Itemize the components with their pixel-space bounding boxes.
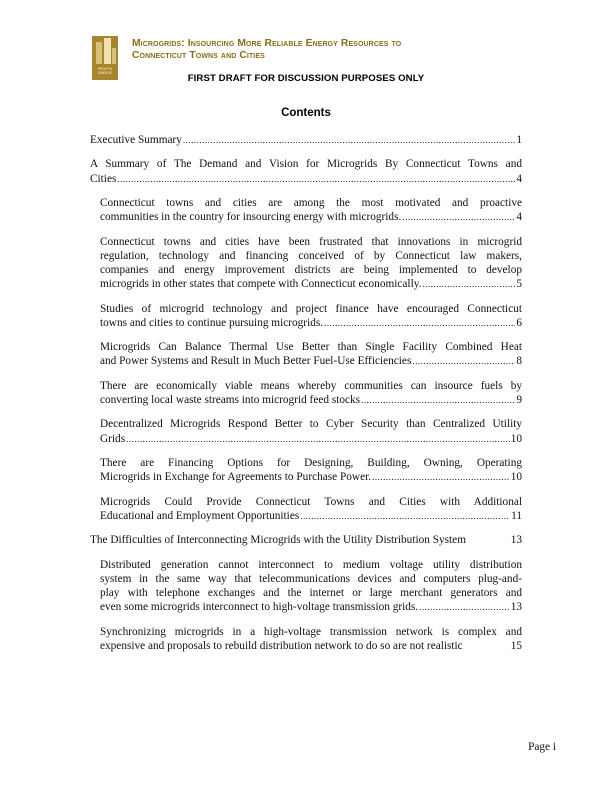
dot-leader	[126, 432, 510, 446]
toc-entry-title: The Difficulties of Interconnecting Microgrids with the Utility Distribution System	[90, 534, 466, 547]
toc-page-number: 15	[510, 639, 522, 652]
dot-leader	[402, 210, 515, 224]
toc-entry-title: towns and cities to continue pursuing microgrids.	[100, 316, 324, 329]
toc-entry-text-line: system in the same way that telecommunications devices and computers plug-and-	[100, 572, 522, 585]
toc-entry[interactable]	[90, 133, 522, 147]
toc-entry-title: even some microgrids interconnect to high-voltage transmission grids.	[100, 601, 419, 614]
toc-entry[interactable]	[100, 196, 522, 224]
toc-entry-text-line: play with telephone exchanges and the internet or large merchant generators and	[100, 586, 522, 599]
toc-entry[interactable]	[100, 456, 522, 484]
toc-entry-last-line	[90, 172, 522, 186]
toc-entry-text-line: Connecticut towns and cities have been frustrated that innovations in microgrid	[100, 235, 522, 248]
toc-entry-last-line	[100, 639, 522, 653]
toc-page-number: 13	[510, 534, 522, 547]
dot-leader	[361, 393, 515, 407]
toc-page-number: 6	[516, 316, 522, 329]
toc-entry[interactable]	[100, 379, 522, 407]
toc-entry-text-line: Synchronizing microgrids in a high-voltage transmission network is complex and	[100, 625, 522, 638]
toc-entry[interactable]	[100, 417, 522, 445]
toc-entry[interactable]	[100, 302, 522, 330]
toc-entry-text-line: regulation, technology and financing conceived of by Connecticut law makers,	[100, 249, 522, 262]
toc-entry-last-line	[100, 277, 522, 291]
header-title-line-2: Connecticut Towns and Cities	[132, 49, 265, 61]
contents-heading: Contents	[281, 107, 331, 119]
toc-entry-text-line: There are Financing Options for Designing, Building, Owning, Operating	[100, 456, 522, 469]
toc-entry-last-line	[100, 316, 522, 330]
document-header-title	[132, 38, 532, 61]
toc-entry-title: Cities	[90, 172, 117, 185]
table-of-contents	[90, 133, 522, 663]
toc-entry[interactable]	[100, 558, 522, 615]
toc-entry-text-line: There are economically viable means whereby communities can insource fuels by	[100, 379, 522, 392]
toc-entry-last-line	[90, 133, 522, 147]
toc-entry-last-line	[100, 600, 522, 614]
toc-entry-text-line: Microgrids Could Provide Connecticut Towns and Cities with Additional	[100, 495, 522, 508]
dot-leader	[183, 133, 515, 147]
toc-page-number: 5	[516, 278, 522, 291]
toc-entry[interactable]	[100, 495, 522, 523]
toc-page-number: 4	[516, 211, 522, 224]
toc-entry-last-line	[100, 354, 522, 368]
page-number: Page i	[528, 741, 556, 753]
toc-entry-text-line: Microgrids Can Balance Thermal Use Better than Single Facility Combined Heat	[100, 341, 522, 354]
toc-entry-title: Educational and Employment Opportunities	[100, 509, 300, 522]
toc-entry-title: microgrids in other states that compete with Connecticut economically.	[100, 278, 422, 291]
dot-leader	[419, 600, 510, 614]
toc-entry-title: and Power Systems and Result in Much Better Fuel-Use Efficiencies	[100, 355, 412, 368]
dot-leader	[117, 172, 515, 186]
toc-page-number: 9	[516, 393, 522, 406]
toc-page-number: 4	[516, 172, 522, 185]
dot-leader	[422, 277, 515, 291]
toc-entry-text-line: Distributed generation cannot interconnect to medium voltage utility distribution	[100, 558, 522, 571]
toc-entry[interactable]	[90, 533, 522, 547]
dot-leader	[412, 354, 515, 368]
prouth-energy-logo: PROUTH ENERGY	[92, 36, 118, 80]
toc-entry-last-line	[100, 509, 522, 523]
toc-entry-text-line: Studies of microgrid technology and project finance have encouraged Connecticut	[100, 302, 522, 315]
toc-entry-last-line	[100, 432, 522, 446]
dot-leader	[300, 509, 510, 523]
toc-entry[interactable]	[100, 625, 522, 653]
toc-page-number: 8	[516, 355, 522, 368]
toc-entry-title: Microgrids in Exchange for Agreements to Purchase Power.	[100, 471, 372, 484]
toc-entry-last-line	[100, 393, 522, 407]
toc-entry-text-line: A Summary of The Demand and Vision for Microgrids By Connecticut Towns and	[90, 158, 522, 171]
toc-entry-last-line	[90, 533, 522, 547]
toc-entry-title: Executive Summary	[90, 134, 182, 146]
toc-entry[interactable]	[100, 340, 522, 368]
toc-entry-text-line: Connecticut towns and cities are among the most motivated and proactive	[100, 196, 522, 209]
toc-entry[interactable]	[100, 235, 522, 292]
toc-page-number: 13	[510, 601, 522, 614]
toc-entry[interactable]	[90, 157, 522, 185]
toc-page-number: 10	[510, 432, 522, 445]
dot-leader	[372, 470, 510, 484]
toc-entry-text-line: companies and energy improvement districts are being implemented to develop	[100, 263, 522, 276]
toc-entry-title: communities in the country for insourcing energy with microgrids.	[100, 211, 402, 224]
toc-entry-title: Grids	[100, 432, 126, 445]
toc-entry-last-line	[100, 210, 522, 224]
toc-entry-title: expensive and proposals to rebuild distribution network to do so are not realistic	[100, 639, 463, 652]
dot-leader	[324, 316, 515, 330]
toc-entry-last-line	[100, 470, 522, 484]
toc-page-number: 11	[511, 509, 522, 522]
draft-notice: FIRST DRAFT FOR DISCUSSION PURPOSES ONLY	[187, 73, 425, 84]
toc-entry-text-line: Decentralized Microgrids Respond Better to Cyber Security than Centralized Utility	[100, 418, 522, 431]
toc-entry-title: converting local waste streams into microgrid feed stocks	[100, 393, 361, 406]
header-title-line-1: Microgrids: Insourcing More Reliable Energy Resources to	[132, 38, 402, 49]
toc-page-number: 10	[510, 471, 522, 484]
toc-page-number: 1	[516, 134, 522, 146]
